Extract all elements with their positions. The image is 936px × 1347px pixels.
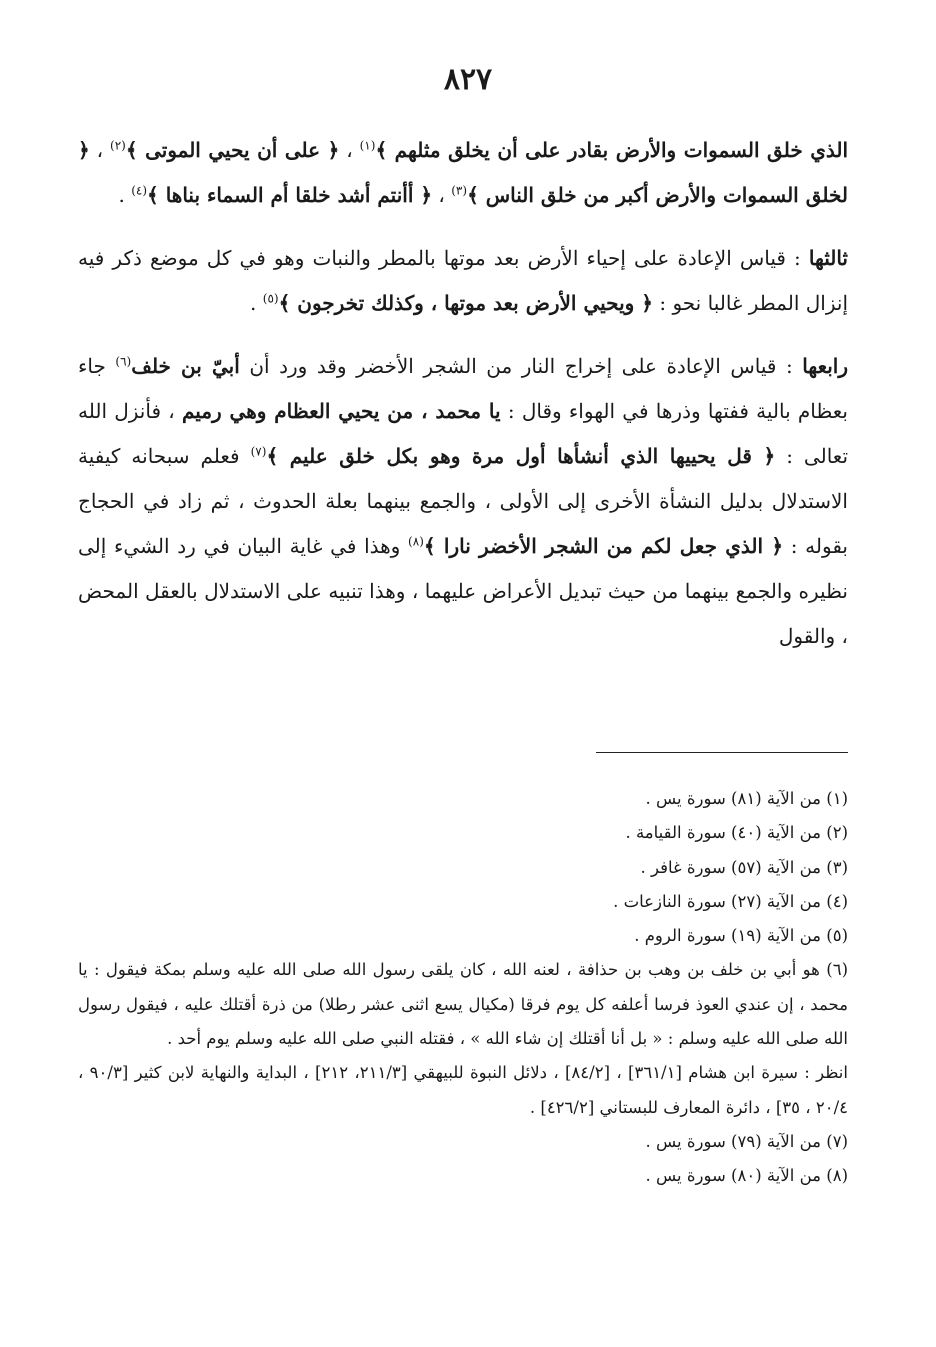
bold-text: ﴿ قل يحييها الذي أنشأها أول مرة وهو بكل خلق عليم ﴾	[266, 444, 776, 468]
text-run: ،	[339, 138, 360, 162]
footnote-ref: (٤)	[131, 183, 148, 198]
footnote-ref: (٢)	[110, 138, 126, 153]
text-run: .	[118, 183, 132, 207]
bold-text: ﴿ أأنتم أشد خلقا أم السماء بناها ﴾	[147, 183, 433, 207]
footnote-ref: (١)	[359, 138, 376, 153]
page-number: ٨٢٧	[443, 62, 493, 97]
text-run: .	[250, 291, 263, 315]
footnote-item: (٢) من الآية (٤٠) سورة القيامة .	[625, 823, 848, 843]
bold-text: يا محمد ، من يحيي العظام وهي رميم	[181, 399, 501, 423]
footnote-separator	[596, 752, 848, 753]
text-run: فعلم سبحانه كيفية الاستدلال بدليل النشأة الأخرى إلى الأولى ، والجمع بينهما بعلة الحدوث ، ثم زاد في الحجاج بقوله :	[78, 444, 848, 558]
footnote-item: (١) من الآية (٨١) سورة يس .	[645, 789, 848, 808]
text-run: ، فأنزل الله تعالى :	[78, 399, 849, 468]
bold-text: ﴿ الذي جعل لكم من الشجر الأخضر نارا ﴾	[423, 534, 784, 558]
text-run: وهذا في غاية البيان في رد الشيء إلى نظيره والجمع بينهما من حيث تبديل الأعراض عليهما ، وهذا تنبيه على الاستدلال بالعقل المحض ، والقول	[78, 534, 848, 648]
paragraph	[78, 236, 848, 326]
text-run: : قياس الإعادة على إخراج النار من الشجر الأخضر وقد ورد أن	[239, 354, 803, 378]
bold-text: الذي خلق السموات والأرض بقادر على أن يخلق مثلهم ﴾	[375, 138, 849, 162]
footnote-item: (٤) من الآية (٢٧) سورة النازعات .	[613, 891, 848, 911]
footnote-item: (٦) هو أبي بن خلف بن وهب بن حذافة ، لعنه الله ، كان يلقى رسول الله صلى الله عليه وسلم بمكة فيقول : يا محمد ، إن عندي العوذ فرسا أعلفه كل يوم فرقا (مكيال يسع اثنى عشر رطلا) من ذرة أقتلك عليه ، فيقول رسول الله صلى الله عليه وسلم : « بل أنا أقتلك إن شاء الله » ، فقتله النبي صلى الله عليه وسلم يوم أحد .	[78, 960, 848, 1049]
footnote-ref: (٨)	[408, 534, 424, 549]
footnote-item: (٧) من الآية (٧٩) سورة يس .	[645, 1131, 848, 1151]
footnote-ref: (٧)	[250, 444, 267, 459]
text-run: ،	[89, 138, 111, 162]
footnote-item: انظر : سيرة ابن هشام [٣٦١/١] ، [٨٤/٢] ، دلائل النبوة للبيهقي [٢١١/٣، ٢١٢] ، البداية والنهاية لابن كثير [٩٠/٣ ، ٢٠/٤ ، ٣٥] ، دائرة المعارف للبستاني [٤٢٦/٢] .	[78, 1063, 848, 1117]
bold-text: أبيّ بن خلف	[131, 354, 240, 378]
footnote-ref: (٣)	[451, 183, 468, 198]
footnotes-section	[78, 782, 848, 1194]
bold-text: رابعها	[802, 354, 849, 378]
paragraph	[78, 128, 848, 218]
paragraph	[78, 344, 848, 659]
bold-text: ﴿ ويحيي الأرض بعد موتها ، وكذلك تخرجون ﴾	[278, 291, 653, 315]
text-run: جاء بعظام بالية ففتها وذرها في الهواء وقال :	[78, 354, 848, 423]
bold-text: ثالثها	[808, 246, 848, 270]
footnote-ref: (٥)	[262, 291, 279, 306]
text-run: : قياس الإعادة على إحياء الأرض بعد موتها بالمطر والنبات وهو في كل موضع ذكر فيه إنزال المطر غالبا نحو :	[78, 246, 848, 315]
footnote-item: (٣) من الآية (٥٧) سورة غافر .	[640, 857, 848, 877]
bold-text: ﴿ لخلق السموات والأرض أكبر من خلق الناس ﴾	[78, 138, 848, 207]
main-text	[78, 128, 848, 677]
footnote-item: (٥) من الآية (١٩) سورة الروم .	[634, 926, 848, 946]
bold-text: ﴿ على أن يحيي الموتى ﴾	[125, 138, 340, 162]
footnote-ref: (٦)	[115, 354, 132, 369]
footnote-item: (٨) من الآية (٨٠) سورة يس .	[645, 1166, 848, 1186]
text-run: ،	[432, 183, 452, 207]
